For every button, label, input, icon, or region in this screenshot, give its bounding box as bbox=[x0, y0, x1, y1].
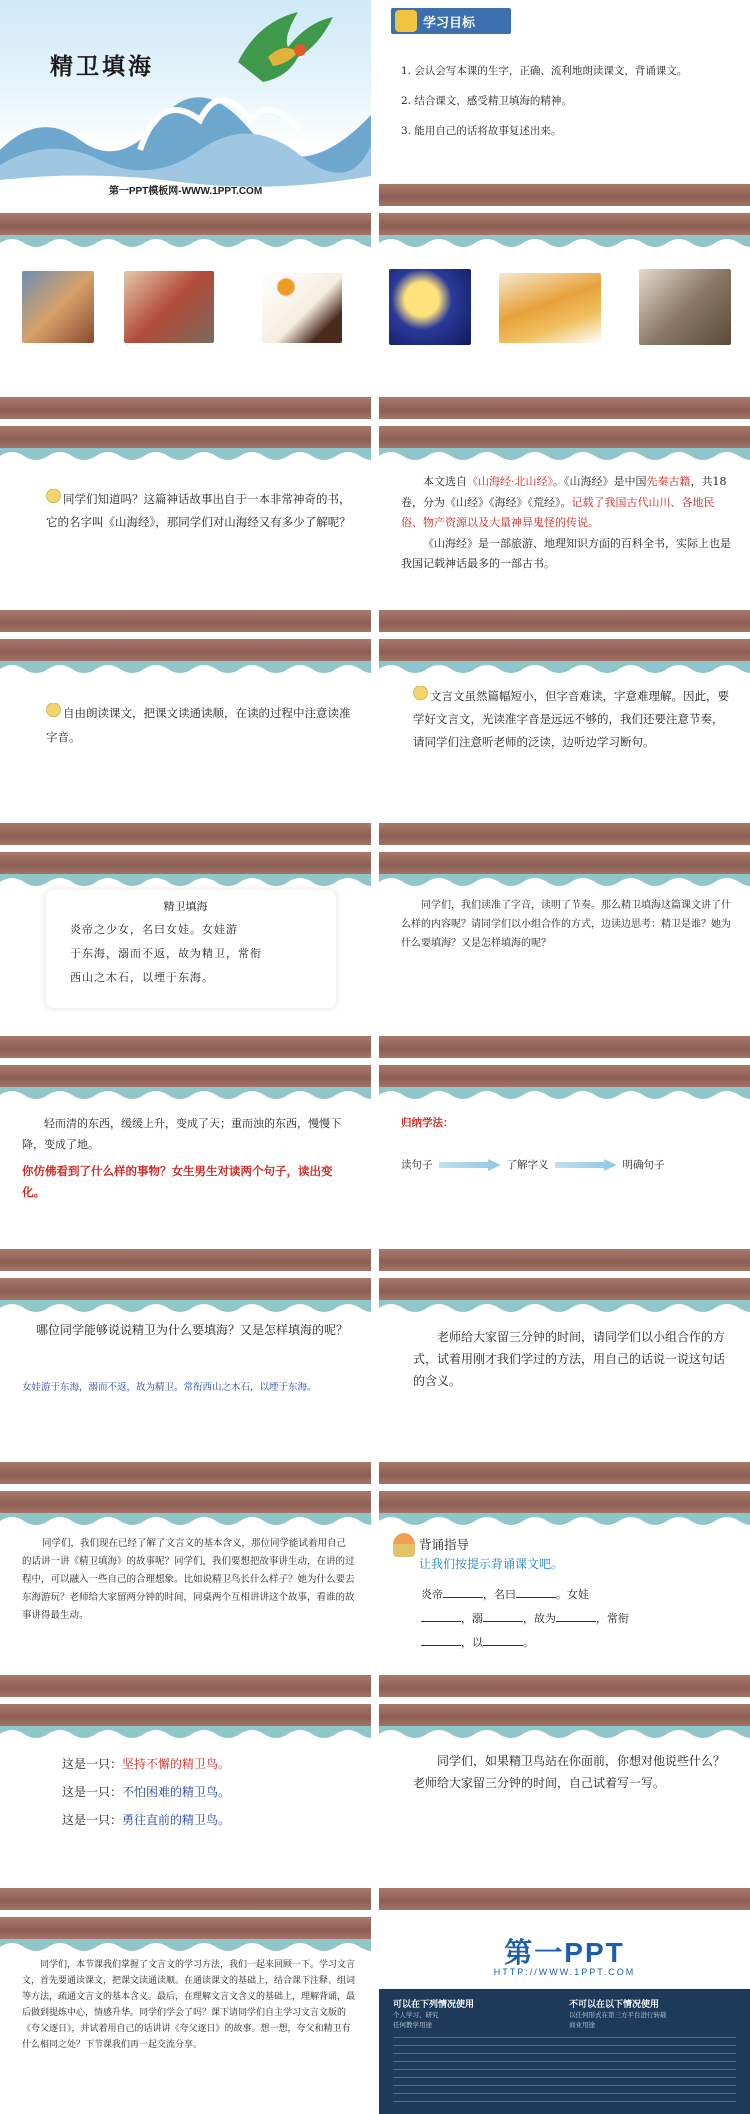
text-title: 精卫填海 bbox=[163, 900, 208, 913]
why-question: 哪位同学能够说说精卫为什么要填海？又是怎样填海的呢？ bbox=[36, 1323, 349, 1337]
terms-left-notes: 个人学习、研究 任何教学用途 bbox=[393, 2012, 439, 2029]
slide-classical-tips[interactable] bbox=[379, 639, 750, 845]
story-picture bbox=[22, 271, 94, 343]
wood-border bbox=[379, 1249, 750, 1271]
book-icon bbox=[395, 10, 417, 32]
wood-border bbox=[379, 213, 750, 235]
wood-border bbox=[0, 1675, 371, 1697]
terms-left-title: 可以在下列情况使用 bbox=[393, 1999, 475, 2009]
wood-border bbox=[379, 852, 750, 874]
brand-logo: 第一PPT bbox=[504, 1937, 625, 1968]
slide-pictures-1[interactable] bbox=[0, 213, 371, 419]
wood-border bbox=[379, 1462, 750, 1484]
wood-border bbox=[0, 823, 371, 845]
wood-border bbox=[0, 1917, 371, 1939]
slide-goals[interactable] bbox=[379, 0, 750, 206]
wood-border bbox=[0, 1888, 371, 1910]
wood-border bbox=[0, 397, 371, 419]
wave-border bbox=[0, 448, 371, 464]
slide-free-read[interactable] bbox=[0, 639, 371, 845]
slide-summary[interactable] bbox=[0, 1917, 371, 2114]
student-icon bbox=[393, 1533, 415, 1557]
wave-border bbox=[0, 235, 371, 251]
wood-border bbox=[0, 852, 371, 874]
wood-border bbox=[379, 823, 750, 845]
lightbulb-icon bbox=[413, 686, 428, 703]
goals-list bbox=[401, 56, 734, 146]
arrow-right-icon bbox=[439, 1159, 501, 1171]
wood-border bbox=[379, 610, 750, 632]
page-title: 精卫填海 bbox=[50, 53, 154, 80]
wood-border bbox=[0, 1036, 371, 1058]
wood-border bbox=[0, 1065, 371, 1087]
wave-border bbox=[0, 661, 371, 677]
wood-border bbox=[379, 1491, 750, 1513]
discussion-text: 老师给大家留三分钟的时间，请同学们以小组合作的方式，试着用刚才我们学过的方法，用自己的话说一说这句话的含义。 bbox=[413, 1330, 726, 1388]
question-text: 同学们知道吗？这篇神话故事出自于一本非常神奇的书，它的名字叫《山海经》，那同学们对山海经又有多少了解呢？ bbox=[46, 488, 355, 534]
tips-text: 文言文虽然篇幅短小，但字音难读，字意难理解。因此，要学好文言文，光读准字音是远远不够的，我们还要注意节奏，请同学们注意听老师的泛读，边听边学习断句。 bbox=[413, 685, 734, 754]
recite-blanks: 炎帝 ，名曰 。女娃 ，溺 ，故为 ，常衔 ，以 。 bbox=[421, 1588, 629, 1649]
story-picture bbox=[389, 269, 471, 345]
wood-border bbox=[379, 1065, 750, 1087]
slide-bird-traits[interactable] bbox=[0, 1704, 371, 1910]
arrow-right-icon bbox=[555, 1159, 617, 1171]
slide-group-think[interactable] bbox=[379, 852, 750, 1058]
traits-list: 这是一只：坚持不懈的精卫鸟。 这是一只：不怕困难的精卫鸟。 这是一只：勇往直前的精卫鸟。 bbox=[62, 1757, 231, 1827]
wood-border bbox=[379, 1704, 750, 1726]
wood-border bbox=[0, 610, 371, 632]
story-picture bbox=[262, 273, 342, 343]
wave-border bbox=[379, 1087, 750, 1103]
slide-intro-question[interactable] bbox=[0, 426, 371, 632]
shanhaijing-text: 本文选自《山海经·北山经》。《山海经》是中国先秦古籍，共18卷，分为《山经》《海经》《荒经》。记载了我国古代山川、各地民俗、物产资源以及大量神异鬼怪的传说。 《山海经》是一部旅游、地理知识方面的百科全书，实际上也是我国记载神话最多的一部古书。 bbox=[401, 475, 731, 570]
story-picture bbox=[499, 273, 601, 343]
lightbulb-icon bbox=[46, 703, 61, 720]
wave-border bbox=[379, 661, 750, 677]
write-text: 同学们，如果精卫鸟站在你面前，你想对他说些什么？老师给大家留三分钟的时间，自己试着写一写。 bbox=[413, 1754, 726, 1790]
wave-border bbox=[379, 874, 750, 890]
wave-border bbox=[379, 1726, 750, 1742]
wood-border bbox=[379, 639, 750, 661]
goals-heading: 学习目标 bbox=[423, 16, 476, 31]
wood-border bbox=[0, 639, 371, 661]
slide-why-fill-sea[interactable] bbox=[0, 1278, 371, 1484]
wood-border bbox=[379, 1675, 750, 1697]
imagine-text: 轻而清的东西，缓缓上升，变成了天；重而浊的东西，慢慢下降，变成了地。 bbox=[22, 1117, 341, 1151]
slide-brand[interactable] bbox=[379, 1917, 750, 2114]
instruction-text: 自由朗读课文，把课文读通读顺，在读的过程中注意读准字音。 bbox=[46, 701, 355, 749]
wave-border bbox=[0, 1087, 371, 1103]
slide-recite[interactable] bbox=[379, 1491, 750, 1697]
slide-classical-text[interactable] bbox=[0, 852, 371, 1058]
wave-border bbox=[0, 1939, 371, 1955]
slide-method[interactable] bbox=[379, 1065, 750, 1271]
slide-imagine[interactable] bbox=[0, 1065, 371, 1271]
slide-shanhaijing[interactable] bbox=[379, 426, 750, 632]
recite-sub: 让我们按提示背诵课文吧。 bbox=[419, 1557, 564, 1571]
slide-retell[interactable] bbox=[0, 1491, 371, 1697]
wood-border bbox=[0, 426, 371, 448]
wood-border bbox=[0, 1491, 371, 1513]
wood-border bbox=[379, 1888, 750, 1910]
story-picture bbox=[124, 271, 214, 343]
wave-border bbox=[379, 235, 750, 251]
bird-icon bbox=[228, 2, 338, 92]
wood-border bbox=[379, 1278, 750, 1300]
wood-border bbox=[379, 397, 750, 419]
wood-border bbox=[0, 213, 371, 235]
imagine-question: 你仿佛看到了什么样的事物？女生男生对读两个句子，读出变化。 bbox=[22, 1164, 333, 1199]
method-label: 归纳学法： bbox=[401, 1117, 454, 1129]
wood-border bbox=[379, 426, 750, 448]
site-label: 第一PPT模板网-WWW.1PPT.COM bbox=[108, 186, 263, 197]
recite-heading: 背诵指导 bbox=[419, 1537, 470, 1552]
retell-text: 同学们，我们现在已经了解了文言文的基本含义，那位同学能试着用自己的话讲一讲《精卫填海》的故事呢？同学们，我们要想把故事讲生动，在讲的过程中，可以融入一些自己的合理想象。比如说精卫鸟长什么样子？她为什么要去东海游玩？老师给大家留两分钟的时间，同桌两个互相讲讲这个故事，看谁的故事讲得最生动。 bbox=[22, 1538, 355, 1621]
brand-url: HTTP://WWW.1PPT.COM bbox=[493, 1967, 636, 1977]
wood-border bbox=[0, 1278, 371, 1300]
think-text: 同学们，我们读准了字音，读明了节奏。那么精卫填海这篇课文讲了什么样的内容呢？请同学们以小组合作的方式，边读边思考：精卫是谁？她为什么要填海？又是怎样填海的呢？ bbox=[401, 900, 731, 949]
wood-border bbox=[379, 184, 750, 206]
classical-text: 炎帝之少女，名曰女娃。女娃游 于东海，溺而不返，故为精卫，常衔 西山之木石，以堙于东海。 bbox=[70, 923, 262, 984]
wood-border bbox=[0, 1462, 371, 1484]
link-list bbox=[393, 2037, 736, 2106]
lightbulb-icon bbox=[46, 489, 61, 506]
terms-right-title: 不可以在以下情况使用 bbox=[569, 1999, 660, 2009]
method-steps: 读句子 了解字义 明确句子 bbox=[401, 1159, 665, 1171]
wave-border bbox=[0, 874, 371, 890]
wood-border bbox=[0, 1704, 371, 1726]
goal-item: 1. 会认会写本课的生字，正确、流利地朗读课文，背诵课文。 bbox=[401, 65, 688, 77]
terms-right-notes: 以任何形式在第三方平台进行转载 商业用途 bbox=[569, 2012, 667, 2029]
wood-border bbox=[0, 1249, 371, 1271]
wave-border bbox=[0, 1300, 371, 1316]
slide-title[interactable] bbox=[0, 0, 371, 206]
slide-write[interactable] bbox=[379, 1704, 750, 1910]
wood-border bbox=[379, 1036, 750, 1058]
slide-pictures-2[interactable] bbox=[379, 213, 750, 419]
quote-text: 女娃游于东海，溺而不返，故为精卫。常衔西山之木石，以堙于东海。 bbox=[22, 1382, 317, 1393]
wave-border bbox=[0, 1726, 371, 1742]
wave-border bbox=[379, 448, 750, 464]
story-picture bbox=[639, 269, 731, 345]
slide-three-minutes[interactable] bbox=[379, 1278, 750, 1484]
summary-text: 同学们，本节课我们掌握了文言文的学习方法，我们一起来回顾一下。学习文言文，首先要通读课文，把课文读通读顺。在通读课文的基础上，结合课下注释、组词等方法，疏通文言文的基本含义。最后，在理解文言文含义的基础上，理解背诵，最后做到提炼中心，情感升华。同学们学会了吗？课下请同学们自主学习文言文版的《夸父逐日》，并试着用自己的话讲讲《夸父逐日》的故事。想一想，夸父和精卫有什么相同之处？下节课我们再一起交流分享。 bbox=[22, 1960, 356, 2050]
wave-border bbox=[379, 1513, 750, 1529]
wave-border bbox=[0, 1513, 371, 1529]
goal-item: 3. 能用自己的话将故事复述出来。 bbox=[401, 125, 562, 137]
goal-item: 2. 结合课文，感受精卫填海的精神。 bbox=[401, 95, 572, 107]
wave-border bbox=[379, 1300, 750, 1316]
